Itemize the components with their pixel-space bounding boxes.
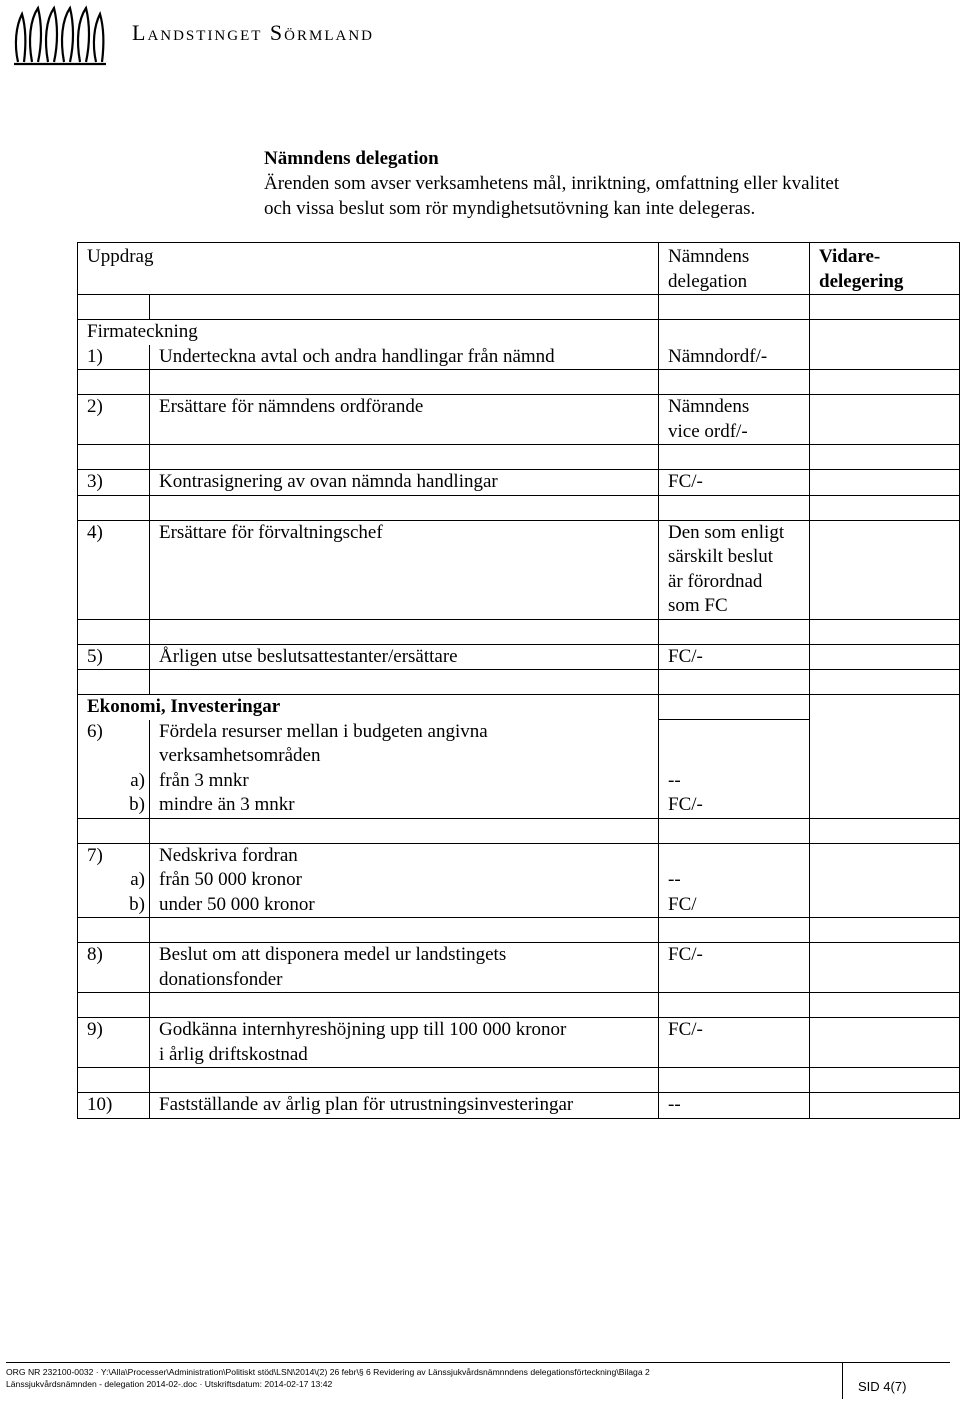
row-text: mindre än 3 mnkr [150,793,659,818]
row-number: a) [78,868,150,893]
intro-block [264,146,839,221]
table-row [78,843,960,868]
table-row [78,520,960,619]
tulip-crown-logo [10,4,110,68]
row-text: Beslut om att disponera medel ur landstingets [159,944,507,965]
table-header-row [78,243,960,295]
row-text: donationsfonder [159,968,283,990]
row-delegation: FC/- [659,470,810,496]
section-row [78,320,960,345]
row-delegation: Nämndordf/- [659,345,810,370]
row-text: verksamhetsområden [159,745,321,766]
table-row [78,1068,960,1093]
intro-line: Ärenden som avser verksamhetens mål, inriktning, omfattning eller kvalitet [264,173,840,194]
footer-line: Länssjukvårdsnämnden - delegation 2014-02-.doc · Utskriftsdatum: 2014-02-17 13:42 [6,1379,333,1389]
row-delegation: är förordnad [668,570,763,592]
row-number: 8) [78,943,150,993]
row-delegation: Den som enligt [668,521,785,543]
row-delegation: vice ordf/- [668,420,748,442]
row-delegation: som FC [668,595,728,616]
header-delegation: delegation [668,270,748,292]
row-text: Godkänna internhyreshöjning upp till 100 000 kronor [159,1019,567,1040]
row-text: Årligen utse beslutsattestanter/ersättare [150,644,659,670]
section-ekonomi: Ekonomi, Investeringar [87,696,281,717]
header-delegering: delegering [819,270,904,292]
delegation-table [77,242,960,1119]
row-number: a) [78,769,150,794]
table-row [78,445,960,470]
row-delegation: -- [659,868,810,893]
table-row [78,644,960,670]
row-delegation: -- [659,1093,810,1119]
table-row [78,793,960,818]
row-delegation: FC/- [659,943,810,993]
table-row [78,769,960,794]
row-text: Fastställande av årlig plan för utrustningsinvesteringar [150,1093,659,1119]
org-name: Landstinget Sörmland [132,20,374,45]
table-row [78,818,960,843]
table-row [78,1093,960,1119]
row-text: Underteckna avtal och andra handlingar från nämnd [150,345,659,370]
header-namndens: Nämndens [668,246,750,267]
row-delegation: FC/- [659,644,810,670]
row-text: Kontrasignering av ovan nämnda handlingar [150,470,659,496]
table-row [78,868,960,893]
row-number: 6) [78,720,150,769]
row-number: 10) [78,1093,150,1119]
row-delegation: Nämndens [668,396,750,417]
table-row [78,1018,960,1068]
row-text: Nedskriva fordran [150,843,659,868]
page-title: Nämndens delegation [264,148,439,169]
table-row [78,918,960,943]
page-number: SID 4(7) [858,1379,907,1394]
row-number: b) [78,793,150,818]
table-row [78,370,960,395]
row-number: 9) [78,1018,150,1068]
header-vidare: Vidare- [819,246,881,267]
footer-path [6,1366,906,1390]
table-row [78,295,960,320]
row-text: Ersättare för förvaltningschef [150,520,659,619]
table-row [78,893,960,918]
row-delegation: FC/ [659,893,810,918]
row-delegation: FC/- [659,1018,810,1068]
intro-line: och vissa beslut som rör myndighetsutövning kan inte delegeras. [264,198,756,219]
row-number: 5) [78,644,150,670]
row-delegation: -- [659,769,810,794]
table-row [78,470,960,496]
table-row [78,670,960,695]
document-footer [6,1362,950,1399]
row-text: från 50 000 kronor [150,868,659,893]
section-firmateckning: Firmateckning [87,321,198,342]
row-text: Ersättare för nämndens ordförande [150,395,659,445]
row-text: under 50 000 kronor [150,893,659,918]
table-row [78,943,960,993]
row-number: b) [78,893,150,918]
header-uppdrag: Uppdrag [87,246,154,267]
footer-divider [842,1363,843,1399]
table-row [78,993,960,1018]
footer-line: ORG NR 232100-0032 · Y:\Alla\Processer\Administration\Politiskt stöd\LSN\2014\(2) 26 febr\§ 6 Revidering av Länssjukvårdsnämnndens delegationsförteckning\Bilaga 2 [6,1367,650,1377]
row-delegation: särskilt beslut [668,546,774,567]
row-text: i årlig driftskostnad [159,1043,308,1065]
row-text: från 3 mnkr [150,769,659,794]
row-number: 7) [78,843,150,868]
row-number: 1) [78,345,150,370]
table-row [78,495,960,520]
row-number: 4) [78,520,150,619]
table-row [78,720,960,769]
row-number: 3) [78,470,150,496]
row-number: 2) [78,395,150,445]
table-row [78,345,960,370]
table-row [78,619,960,644]
section-row [78,695,960,720]
table-row [78,395,960,445]
row-delegation: FC/- [659,793,810,818]
row-text: Fördela resurser mellan i budgeten angivna [159,720,488,742]
